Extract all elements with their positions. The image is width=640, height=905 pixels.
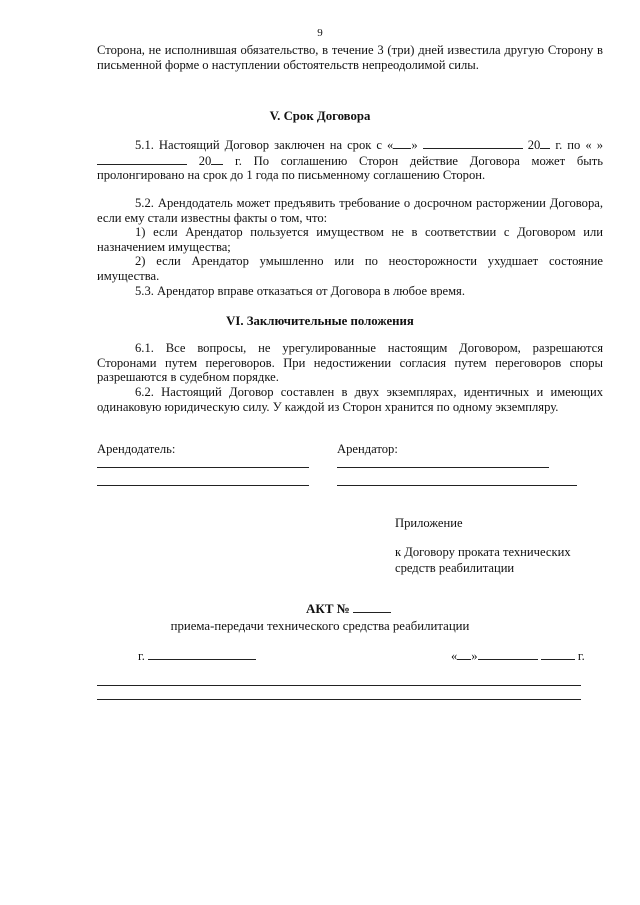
blank-year2 — [211, 153, 223, 165]
act-title-text: АКТ № — [306, 601, 350, 616]
paragraph-5-1 — [97, 137, 603, 183]
page-number: 9 — [317, 27, 323, 39]
lessee-line-2 — [337, 485, 577, 486]
city-label: г. — [138, 649, 145, 663]
section-6-title: VI. Заключительные положения — [226, 314, 414, 328]
blank-month — [423, 137, 523, 149]
lessor-line-1 — [97, 467, 309, 468]
act-title — [306, 601, 391, 617]
date-year-label: г. — [577, 649, 585, 663]
section-5-title: V. Срок Договора — [269, 109, 371, 123]
paragraph-5-2-1: 1) если Арендатор пользуется имуществом не в соответствии с Договором или назначением имущества; — [97, 225, 603, 254]
date-close-quote: » — [471, 649, 478, 663]
p5-1-year1: 20 — [527, 138, 541, 152]
lessor-line-2 — [97, 485, 309, 486]
paragraph-5-2-2: 2) если Арендатор умышленно или по неосторожности ухудшает состояние имущества. — [97, 254, 603, 283]
blank-month2 — [97, 153, 187, 165]
date-open-quote: « — [451, 649, 458, 663]
blank-day — [393, 137, 411, 149]
lessee-line-1 — [337, 467, 549, 468]
appendix-line-1: к Договору проката технических — [395, 545, 571, 559]
paragraph-5-3: 5.3. Арендатор вправе отказаться от Договора в любое время. — [135, 284, 466, 298]
p5-1-quote: » — [411, 138, 418, 152]
act-line-2 — [97, 699, 581, 700]
p5-1-start: 5.1. Настоящий Договор заключен на срок с « — [135, 138, 394, 152]
paragraph-6-2: 6.2. Настоящий Договор составлен в двух экземплярах, идентичных и имеющих одинаковую юридическую силу. У каждой из Сторон хранится по одному экземпляру. — [97, 385, 603, 414]
appendix-line-2: средств реабилитации — [395, 561, 515, 575]
p5-1-year2: 20 — [198, 153, 212, 168]
act-city — [138, 648, 256, 664]
city-blank — [148, 648, 256, 660]
intro-paragraph: Сторона, не исполнившая обязательство, в течение 3 (три) дней известила другую Сторону в письменной форме о наступлении обстоятельств непреодолимой силы. — [97, 43, 603, 72]
date-day-blank — [457, 648, 471, 660]
p5-1-rest: г. По соглашению Сторон действие Договора может быть пролонгировано на срок до 1 года по письменному соглашению Сторон. — [97, 153, 603, 182]
paragraph-5-2: 5.2. Арендодатель может предъявить требование о досрочном расторжении Договора, если ему стали известны факты о том, что: — [97, 196, 603, 225]
date-month-blank — [478, 648, 538, 660]
lessee-label: Арендатор: — [337, 442, 398, 456]
act-number-blank — [353, 601, 391, 613]
act-subtitle: приема-передачи технического средства реабилитации — [170, 619, 470, 633]
act-date — [451, 648, 585, 664]
paragraph-6-1: 6.1. Все вопросы, не урегулированные настоящим Договором, разрешаются Сторонами путем переговоров. При недостижении согласия путем переговоров споры разрешаются в судебном порядке. — [97, 341, 603, 384]
date-year-blank — [541, 648, 575, 660]
blank-year1 — [540, 137, 550, 149]
p5-1-to: г. по « » — [550, 138, 604, 152]
act-line-1 — [97, 685, 581, 686]
appendix-title: Приложение — [395, 516, 463, 530]
lessor-label: Арендодатель: — [97, 442, 176, 456]
